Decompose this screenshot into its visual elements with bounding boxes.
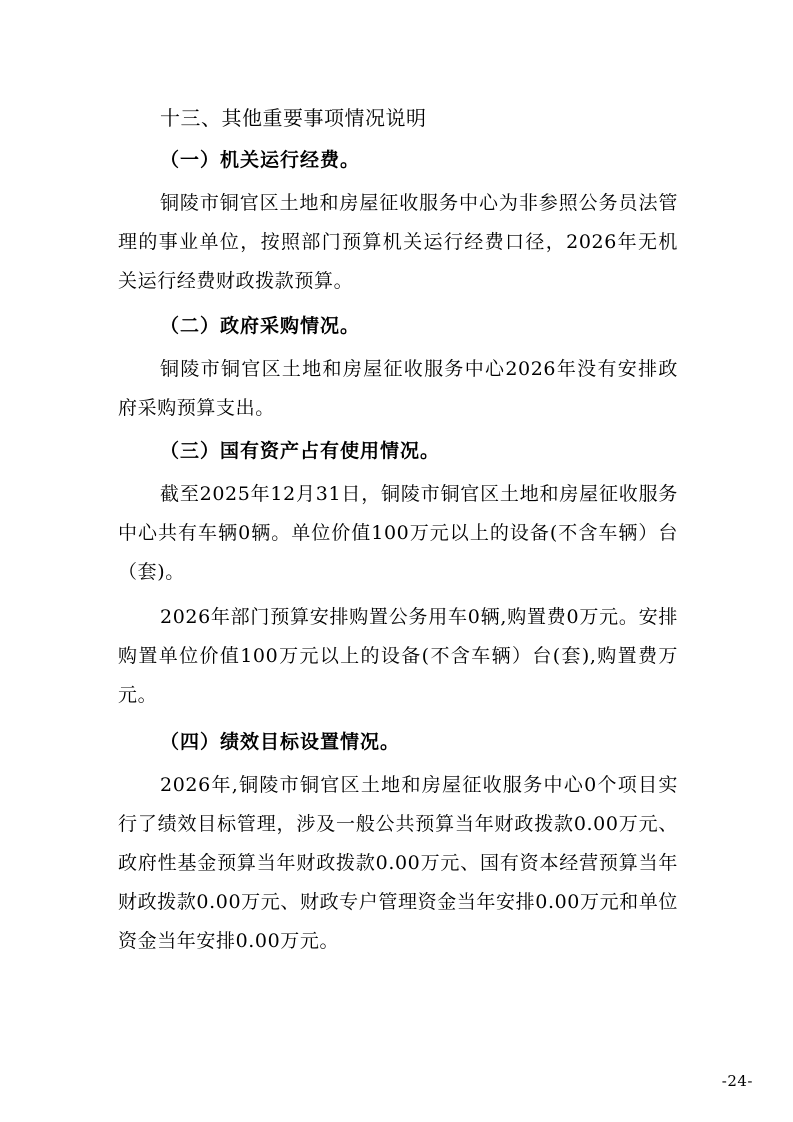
heading-government-procurement: （二）政府采购情况。 [160,315,361,337]
paragraph-government-procurement: 铜陵市铜官区土地和房屋征收服务中心2026年没有安排政府采购预算支出。 [118,358,678,419]
heading-performance-targets: （四）绩效目标设置情况。 [160,731,401,753]
paragraph-operating-expenses: 铜陵市铜官区土地和房屋征收服务中心为非参照公务员法管理的事业单位，按照部门预算机关运行经费口径，2026年无机关运行经费财政拨款预算。 [118,192,678,292]
paragraph-performance-targets: 2026年,铜陵市铜官区土地和房屋征收服务中心0个项目实行了绩效目标管理，涉及一般公共预算当年财政拨款0.00万元、政府性基金预算当年财政拨款0.00万元、国有资本经营预算当年财政拨款0.00万元、财政专户管理资金当年安排0.00万元和单位资金当年安排0.00万元。 [118,774,678,952]
heading-state-assets: （三）国有资产占有使用情况。 [160,440,441,462]
paragraph-state-assets-vehicles: 截至2025年12月31日，铜陵市铜官区土地和房屋征收服务中心共有车辆0辆。单位价值100万元以上的设备(不含车辆）台（套)。 [118,483,678,583]
paragraph-state-assets-purchase: 2026年部门预算安排购置公务用车0辆,购置费0万元。安排购置单位价值100万元以上的设备(不含车辆）台(套),购置费万元。 [118,606,678,706]
section-title: 十三、其他重要事项情况说明 [160,106,427,130]
page-number: -24- [721,1072,753,1090]
heading-operating-expenses: （一）机关运行经费。 [160,149,361,171]
